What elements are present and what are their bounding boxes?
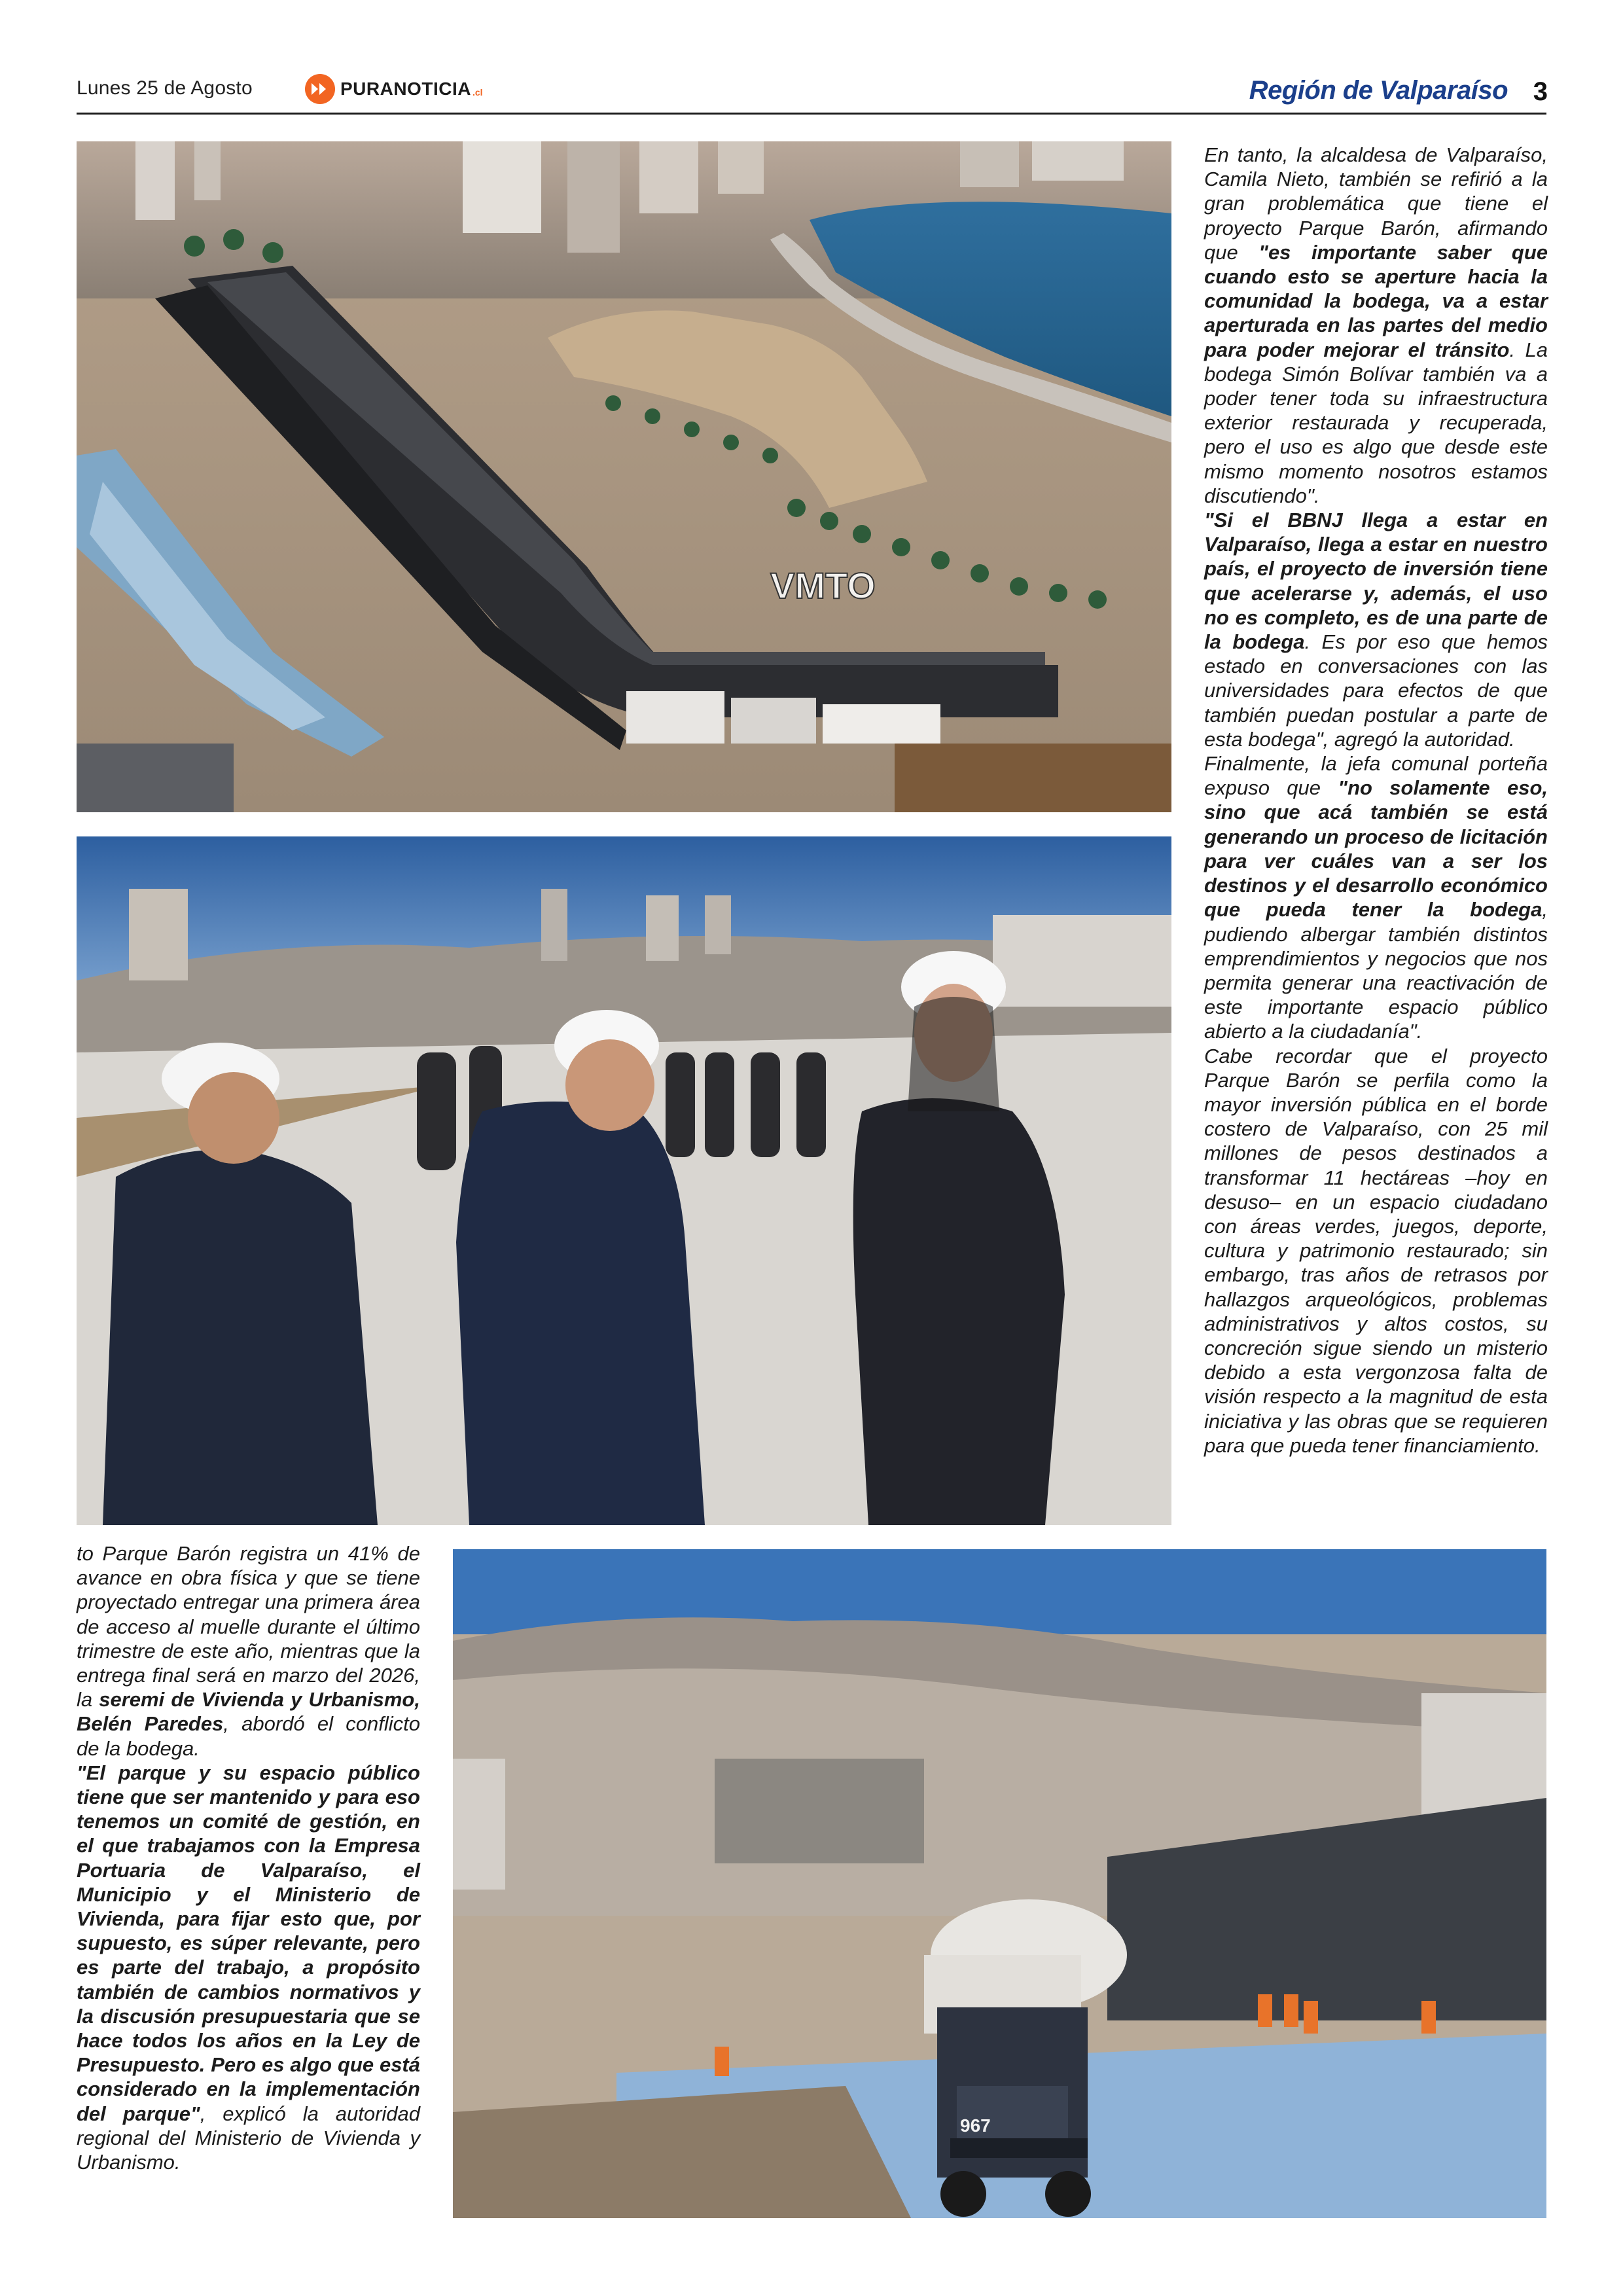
body-text: . La bodega Simón Bolívar también va a poder tener toda su infraestructura exterior restaurada y recuperada, pero el uso es algo que desde este mismo momento nosotros estamos discutiendo".: [1204, 338, 1548, 507]
quote-text: "no solamente eso, sino que acá también se está generando un proceso de licitación para ver cuáles van a ser los destinos y el desarrollo económico que pueda tener la bodega: [1204, 776, 1548, 922]
officials-walk-photo: [77, 836, 1171, 1525]
body-text: , abordó el conflicto de la bodega.: [77, 1712, 420, 1760]
body-text: , explicó la autoridad regional del Ministerio de Vivienda y Urbanismo.: [77, 2102, 420, 2174]
page-number: 3: [1533, 77, 1548, 106]
body-text: to Parque Barón registra un 41% de avance en obra física y que se tiene proyectado entregar una primera área de acceso al muelle durante el último trimestre de este año, mientras que la entrega final será en marzo del 2026, la: [77, 1542, 420, 1712]
article-paragraph: [77, 1761, 420, 2174]
article-column-left: [77, 1541, 420, 2174]
body-text: . Es por eso que hemos estado en conversaciones con las universidades para efectos de que también puedan postular a parte de esta bodega", agregó la autoridad.: [1204, 630, 1548, 751]
body-text: En tanto, la alcaldesa de Valparaíso, Camila Nieto, también se refirió a la gran problemática que tiene el proyecto Parque Barón, afirmando que: [1204, 143, 1548, 264]
body-text: Finalmente, la jefa comunal porteña expuso que: [1204, 752, 1548, 800]
section-title: Región de Valparaíso: [1249, 76, 1508, 105]
quote-text: "Si el BBNJ llega a estar en Valparaíso, llega a estar en nuestro país, el proyecto de inversión tiene que acelerarse y, además, el uso no es completo, es de una parte de la bodega: [1204, 509, 1548, 654]
play-arrows-icon: [305, 74, 335, 104]
brand-name: PURANOTICIA: [340, 79, 471, 99]
article-column-right: [1204, 143, 1548, 1458]
brand-tld: .cl: [472, 87, 483, 98]
article-paragraph: [1204, 508, 1548, 751]
header-divider: [77, 113, 1546, 115]
issue-date: Lunes 25 de Agosto: [77, 77, 253, 99]
publication-logo[interactable]: [305, 74, 483, 104]
truck-number: 967: [960, 2115, 991, 2136]
article-paragraph: [77, 1541, 420, 1761]
article-paragraph: [1204, 143, 1548, 508]
quote-text: seremi de Vivienda y Urbanismo, Belén Paredes: [77, 1688, 420, 1736]
article-paragraph: [1204, 1044, 1548, 1458]
aerial-photo: [77, 141, 1171, 812]
quote-text: "es importante saber que cuando esto se aperture hacia la comunidad la bodega, va a estar aperturada en las partes del medio para poder mejorar el tránsito: [1204, 240, 1548, 361]
body-text: Cabe recordar que el proyecto Parque Barón se perfila como la mayor inversión pública en el borde costero de Valparaíso, con 25 mil millones de pesos destinados a transformar 11 hectáreas –hoy en desuso– en un espacio ciudadano con áreas verdes, juegos, deporte, cultura y patrimonio restaurado; sin embargo, tras años de retrasos por hallazgos arqueológicos, problemas administrativos y altos costos, su concreción sigue siendo un misterio debido a esta vergonzosa falta de visión respecto a la magnitud de esta iniciativa y las obras que se requieren para que pueda tener financiamiento.: [1204, 1044, 1548, 1457]
construction-truck-photo: [453, 1549, 1546, 2218]
body-text: , pudiendo albergar también distintos emprendimientos y negocios que nos permita generar una reactivación de este importante espacio público abierto a la ciudadanía".: [1204, 898, 1548, 1043]
quote-text: "El parque y su espacio público tiene que ser mantenido y para eso tenemos un comité de gestión, en el que trabajamos con la Empresa Portuaria de Valparaíso, el Municipio y el Ministerio de Vivienda, para fijar esto que, por supuesto, es súper relevante, pero es parte del trabajo, a propósito también de cambios normativos y la discusión presupuestaria que se hace todos los años en la Ley de Presupuesto. Pero es algo que está considerado en la implementación del parque": [77, 1761, 420, 2125]
article-paragraph: [1204, 751, 1548, 1043]
graffiti-text: VMTO: [770, 565, 876, 606]
